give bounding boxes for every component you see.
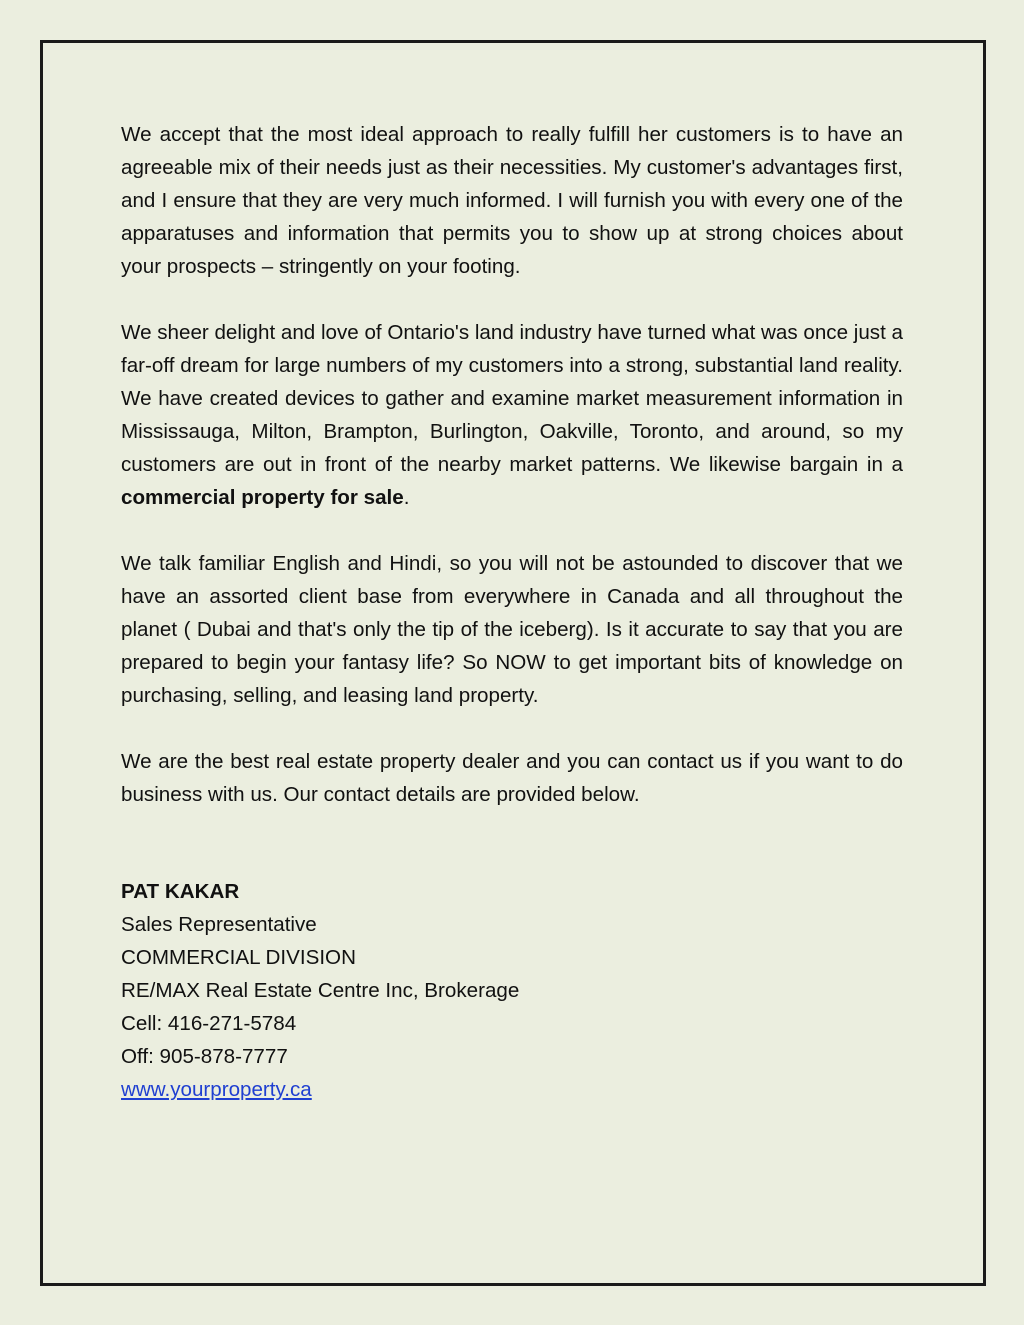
paragraph-languages: We talk familiar English and Hindi, so you will not be astounded to discover that we have an assorted client base from everywhere in Canada and all throughout the planet ( Dubai and that's only the tip of the iceberg). Is it accurate to say that you are prepared to begin your fantasy life? So NOW to get important bits of knowledge on purchasing, selling, and leasing land property.	[121, 552, 903, 707]
paragraph-contact-intro: We are the best real estate property dealer and you can contact us if you want to do business with us. Our contact details are provided below.	[121, 750, 903, 806]
paragraph-market	[121, 316, 903, 514]
website-link[interactable]: www.yourproperty.ca	[121, 1078, 312, 1101]
contact-cell: Cell: 416-271-5784	[121, 1012, 297, 1035]
paragraph-market-text: We sheer delight and love of Ontario's land industry have turned what was once just a far-off dream for large numbers of my customers into a strong, substantial land reality. We have created devices to gather and examine market measurement information in Mississauga, Milton, Brampton, Burlington, Oakville, Toronto, and around, so my customers are out in front of the nearby market patterns. We likewise bargain in a	[121, 321, 903, 476]
document-body	[121, 118, 903, 1106]
commercial-property-bold: commercial property for sale	[121, 486, 404, 509]
paragraph-market-end: .	[403, 486, 410, 509]
contact-office: Off: 905-878-7777	[121, 1045, 288, 1068]
contact-company: RE/MAX Real Estate Centre Inc, Brokerage	[121, 979, 520, 1002]
contact-name: PAT KAKAR	[121, 880, 240, 903]
contact-title: Sales Representative	[121, 913, 317, 936]
contact-block	[121, 875, 903, 1106]
contact-division: COMMERCIAL DIVISION	[121, 946, 356, 969]
paragraph-intro: We accept that the most ideal approach to really fulfill her customers is to have an agreeable mix of their needs just as their necessities. My customer's advantages first, and I ensure that they are very much informed. I will furnish you with every one of the apparatuses and information that permits you to show up at strong choices about your prospects – stringently on your footing.	[121, 123, 903, 278]
